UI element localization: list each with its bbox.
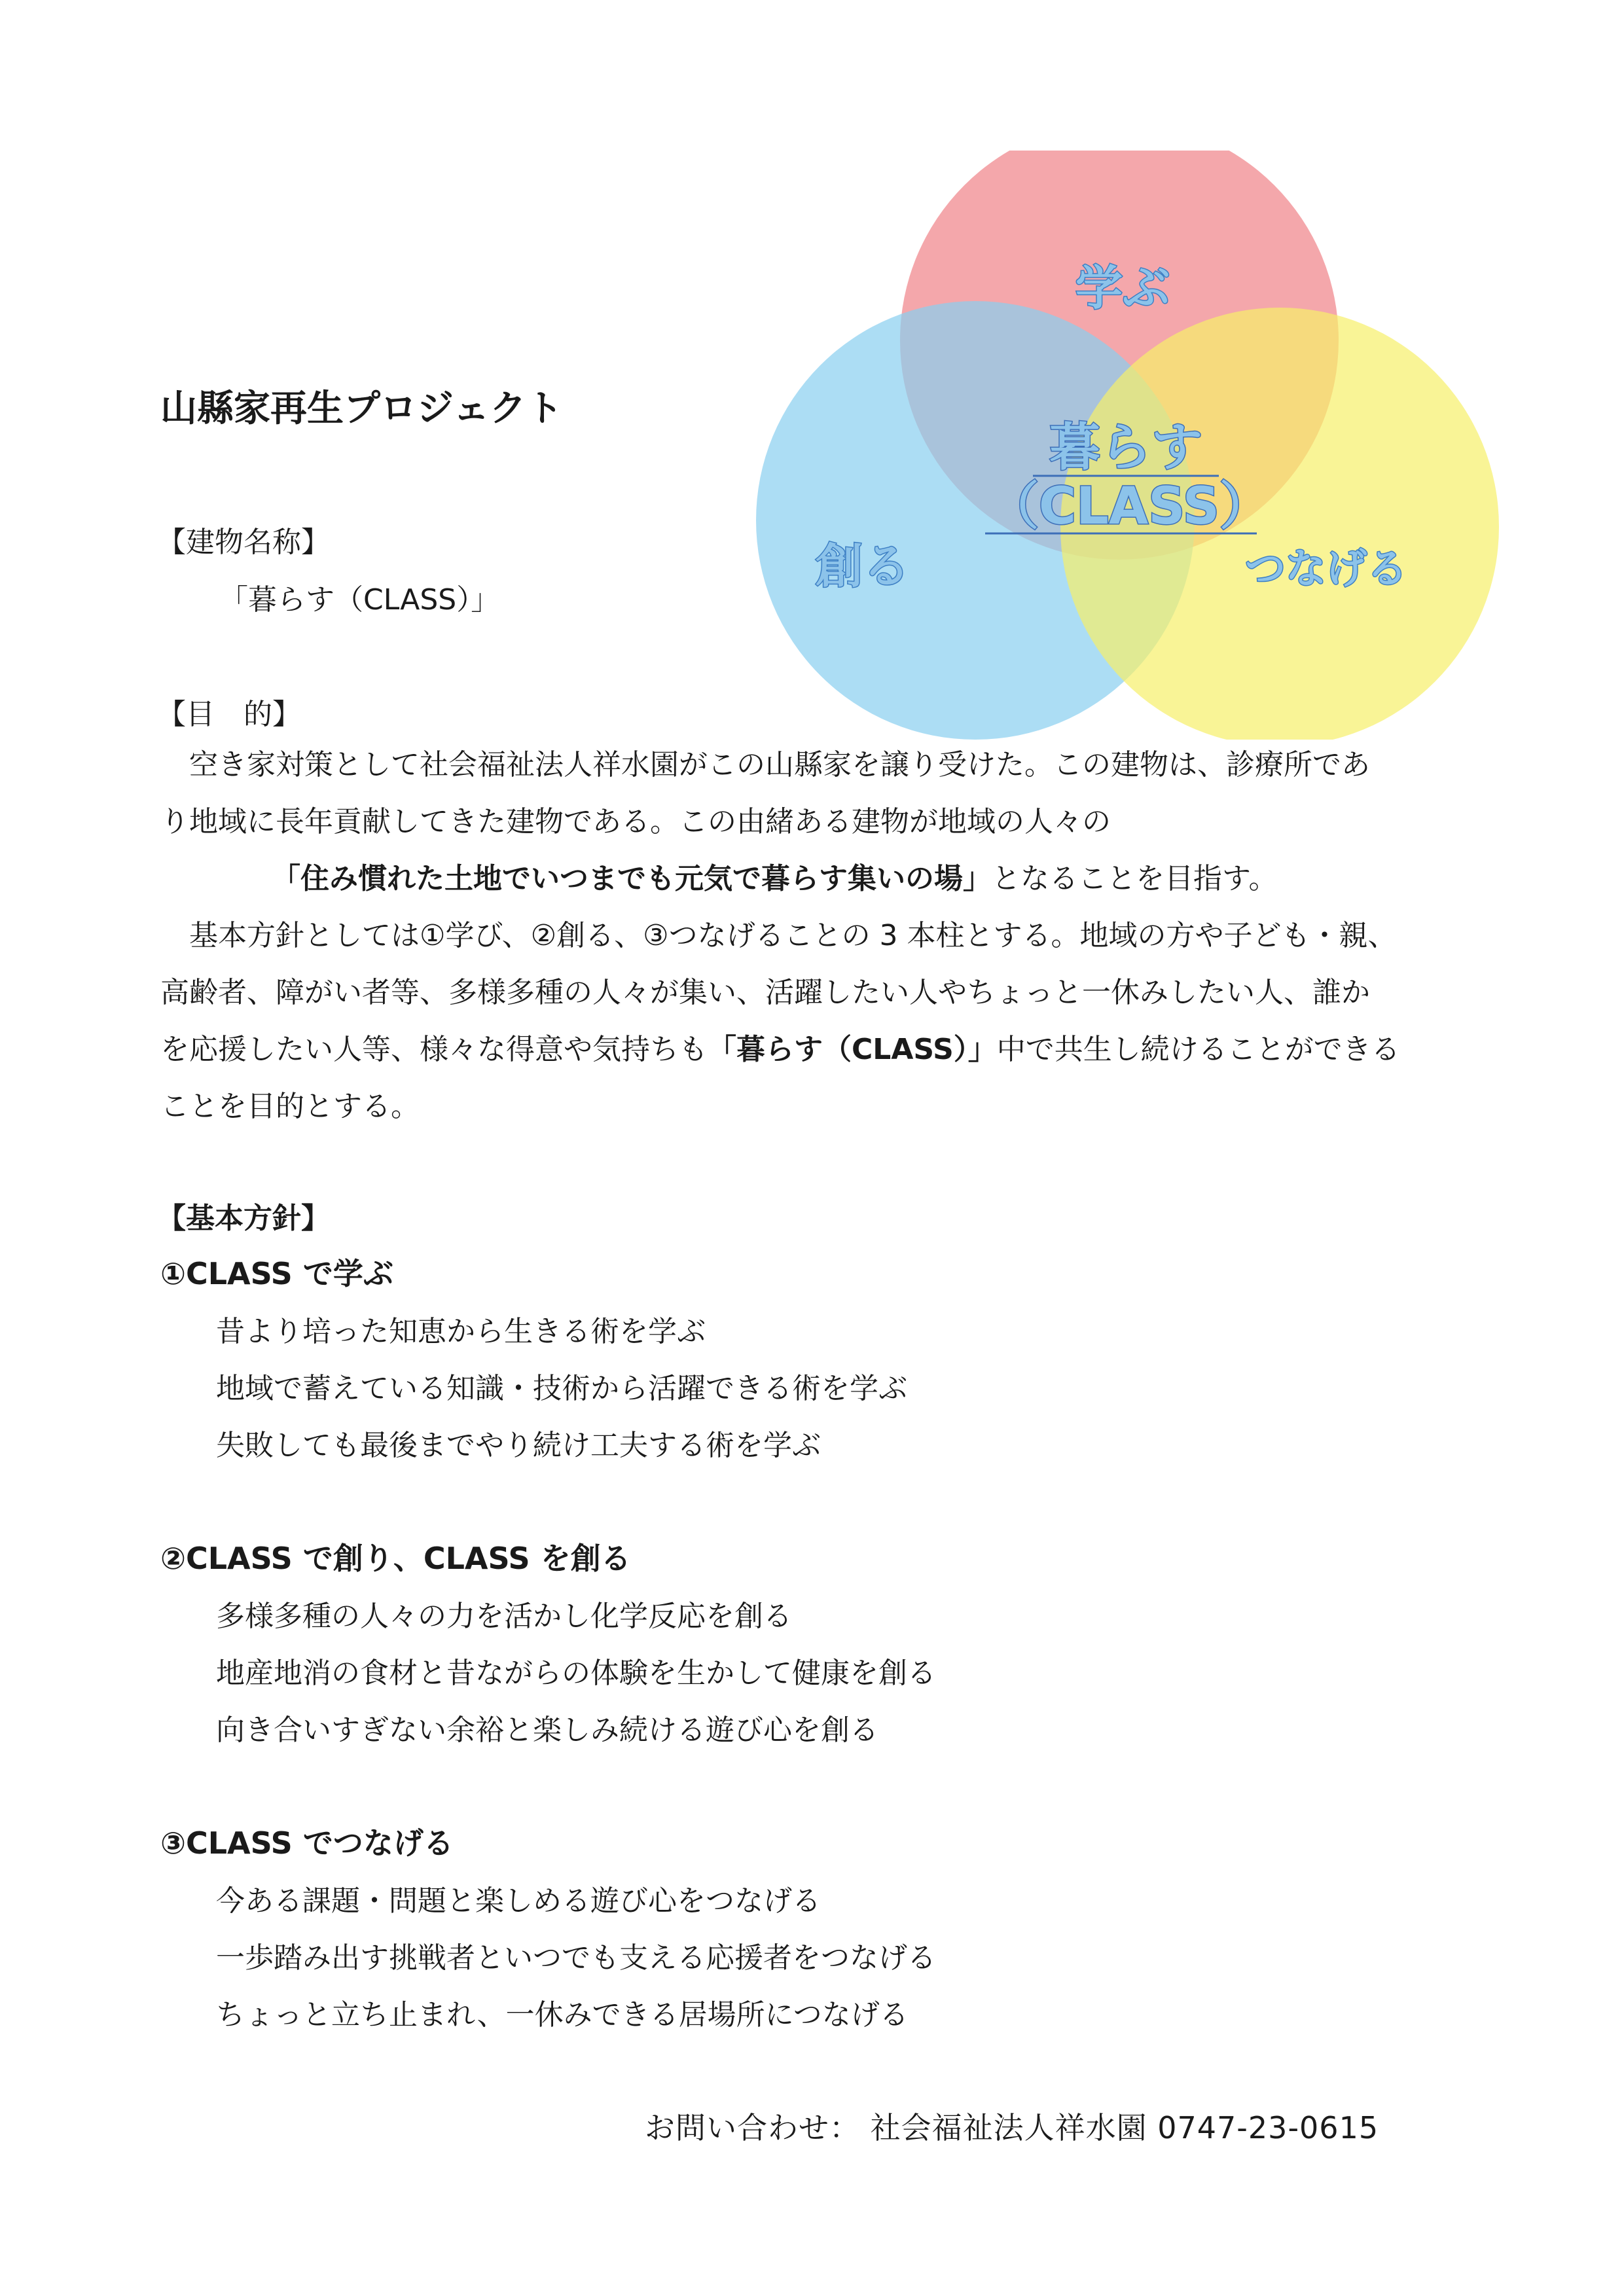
policy-group-2-item-2: 地産地消の食材と昔ながらの体験を生かして健康を創る	[216, 1657, 936, 1690]
policy-heading: 【基本方針】	[157, 1202, 330, 1235]
policy-group-3-item-2: 一歩踏み出す挑戦者といつでも支える応援者をつなげる	[216, 1941, 936, 1975]
purpose-goal: 「住み慣れた土地でいつまでも元気で暮らす集いの場」	[272, 862, 992, 895]
policy-group-3-item-1: 今ある課題・問題と楽しめる遊び心をつなげる	[216, 1884, 821, 1918]
policy-group-2-item-1: 多様多種の人々の力を活かし化学反応を創る	[216, 1600, 792, 1633]
building-heading: 【建物名称】	[157, 526, 330, 559]
purpose-body	[160, 736, 1470, 1135]
policy-group-3-item-3: ちょっと立ち止まれ、一休みできる居場所につなげる	[216, 1998, 909, 2032]
venn-label-tsukuru: 創る	[815, 539, 911, 594]
purpose-line-4: 基本方針としては①学び、②創る、③つなげることの 3 本柱とする。地域の方や子ども・親、	[160, 919, 1397, 952]
purpose-line-6-pre: を応援したい人等、様々な得意や気持ちも	[160, 1033, 708, 1066]
contact-info: お問い合わせ： 社会福祉法人祥水園 0747-23-0615	[645, 2110, 1379, 2145]
venn-center-class: （CLASS）	[987, 477, 1271, 536]
purpose-goal-rest: となることを目指す。	[992, 862, 1278, 895]
purpose-heading: 【目 的】	[157, 698, 301, 731]
purpose-line-3	[160, 850, 1470, 907]
page-title: 山縣家再生プロジェクト	[160, 387, 563, 430]
purpose-line-6-bold: 「暮らす（CLASS）」	[708, 1033, 997, 1066]
policy-group-3-title: ③CLASS でつなげる	[160, 1825, 454, 1861]
purpose-line-6-post: 中で共生し続けることができる	[996, 1033, 1400, 1066]
purpose-line-7: ことを目的とする。	[160, 1090, 420, 1123]
building-name: 「暮らす（CLASS）」	[219, 583, 500, 617]
venn-label-tsunageru: つなげる	[1244, 545, 1408, 592]
policy-group-1-item-2: 地域で蓄えている知識・技術から活躍できる術を学ぶ	[216, 1372, 907, 1405]
purpose-line-6	[160, 1021, 1470, 1078]
policy-group-2-title: ②CLASS で創り、CLASS を創る	[160, 1541, 631, 1576]
venn-center-kurasu: 暮らす	[1049, 418, 1203, 477]
venn-label-manabu: 学ぶ	[1075, 260, 1170, 315]
policy-group-1-item-3: 失敗しても最後までやり続け工夫する術を学ぶ	[216, 1429, 821, 1462]
policy-group-1-item-1: 昔より培った知恵から生きる術を学ぶ	[216, 1315, 706, 1348]
policy-group-2-item-3: 向き合いすぎない余裕と楽しみ続ける遊び心を創る	[216, 1713, 878, 1747]
purpose-line-1: 空き家対策として社会福祉法人祥水園がこの山縣家を譲り受けた。この建物は、診療所であ	[160, 748, 1370, 781]
policy-group-1-title: ①CLASS で学ぶ	[160, 1256, 393, 1291]
venn-diagram	[733, 151, 1519, 740]
purpose-line-2: り地域に長年貢献してきた建物である。この由緒ある建物が地域の人々の	[160, 805, 1111, 838]
purpose-line-5: 高齢者、障がい者等、多様多種の人々が集い、活躍したい人やちょっと一休みしたい人、誰か	[160, 976, 1370, 1009]
